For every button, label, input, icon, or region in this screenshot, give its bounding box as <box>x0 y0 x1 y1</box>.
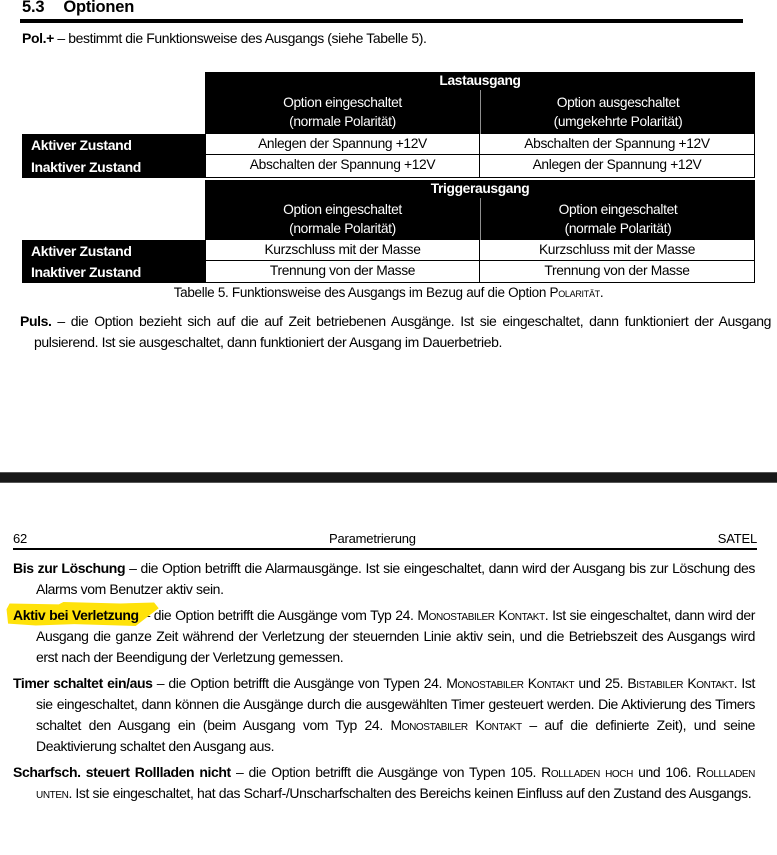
col-header-line: Option ausgeschaltet <box>556 95 680 110</box>
option-name-scharfsch: Scharfsch. steuert Rollladen nicht <box>13 764 231 780</box>
table-row-header: Inaktiver Zustand <box>22 155 205 178</box>
paragraph-scharfsch-rollladen <box>13 762 755 804</box>
paragraph-timer-schaltet <box>13 673 755 757</box>
table-col-header <box>480 90 755 134</box>
option-name-timer: Timer schaltet ein/aus <box>13 675 153 691</box>
table-blank-cell <box>22 180 205 240</box>
output-type-name: Monostabiler Kontakt <box>446 675 575 691</box>
col-header-line: (normale Polarität) <box>564 221 672 236</box>
paragraph-text: – die Option betrifft die Alarmausgänge. Ist sie eingeschaltet, dann wird der Ausgang bis zur Löschung des Alarms vom Benutzer aktiv sein. <box>36 560 755 597</box>
paragraph-aktiv-bei-verletzung <box>13 605 755 668</box>
output-type-name: Rollladen hoch <box>541 764 633 780</box>
table-cell: Anlegen der Spannung +12V <box>480 155 755 178</box>
table-section-header: Triggerausgang <box>205 180 755 198</box>
table-5 <box>22 72 755 283</box>
table-cell: Trennung von der Masse <box>205 261 480 283</box>
table-cell: Kurzschluss mit der Masse <box>205 240 480 261</box>
table-section-triggerausgang <box>22 180 755 283</box>
caption-text: Tabelle 5. Funktionsweise des Ausgangs im Bezug auf die Option <box>173 285 550 300</box>
col-header-line: (umgekehrte Polarität) <box>553 114 683 129</box>
page-number: 62 <box>13 531 28 546</box>
caption-period: . <box>599 285 604 300</box>
col-header-line: Option eingeschaltet <box>283 95 402 110</box>
table-cell: Abschalten der Spannung +12V <box>480 134 755 155</box>
paragraph-text: . Ist sie eingeschaltet, hat das Scharf-/Unscharfschalten des Bereichs keinen Einfluss auf den Zustand des Ausgangs. <box>68 785 752 801</box>
col-header-line: Option eingeschaltet <box>283 202 402 217</box>
brand-name: SATEL <box>717 531 757 546</box>
option-name-puls: Puls. <box>20 313 52 329</box>
paragraph-text: . Ist sie eingeschaltet, dann können die Ausgänge durch die ausgewählten Timer gesteuert werden. Die Aktivierung des Timers schaltet den Ausgang ein (beim Ausgang vom Typ 24. <box>36 675 755 733</box>
highlight-annotation: Aktiv bei Verletzung <box>13 607 139 623</box>
table-section-header: Lastausgang <box>205 72 755 90</box>
col-header-line: (normale Polarität) <box>289 221 396 236</box>
paragraph-text: – die Option betrifft die Ausgänge vom Typ 24. <box>138 607 418 623</box>
paragraph-bis-zur-loeschung <box>13 558 755 600</box>
table-row-header: Aktiver Zustand <box>22 240 205 261</box>
section-heading <box>22 0 134 17</box>
paragraph-text: – die Option betrifft die Ausgänge von Typen 24. <box>152 675 447 691</box>
paragraph-text: und 106. <box>632 764 697 780</box>
col-header-line: Option eingeschaltet <box>558 202 678 217</box>
paragraph-text: . Ist sie eingeschaltet, dann wird der Ausgang die ganze Zeit während der Verletzung der steuernden Linie aktiv sein, und die Betriebszeit des Ausgangs wird erst nach der Beendigung der Verletzung gemessen. <box>36 607 755 665</box>
running-header-row <box>13 527 757 550</box>
paragraph-text: – die Option betrifft die Ausgänge von Typen 105. <box>230 764 542 780</box>
table-blank-cell <box>22 72 205 134</box>
table-row-header: Inaktiver Zustand <box>22 261 205 283</box>
paragraph-puls-text: – die Option bezieht sich auf die auf Zeit betriebenen Ausgänge. Ist sie eingeschaltet, dann funktioniert der Ausgang pulsierend. Ist sie ausgeschaltet, dann funktioniert der Ausgang im Dauerbetrieb. <box>34 313 771 350</box>
chapter-title: Parametrierung <box>329 531 416 546</box>
table-cell: Trennung von der Masse <box>480 261 755 283</box>
output-type-name: Monostabiler Kontakt <box>417 607 545 623</box>
page2-body <box>13 558 755 809</box>
col-header-line: (normale Polarität) <box>289 114 396 129</box>
paragraph-pol-text: – bestimmt die Funktionsweise des Ausgangs (siehe Tabelle 5). <box>53 30 427 46</box>
table-col-header <box>205 90 480 134</box>
caption-smallcaps: Polarität <box>549 285 600 300</box>
option-name-pol: Pol.+ <box>22 30 54 46</box>
table-col-header <box>205 198 480 240</box>
paragraph-text: – auf die definierte Zeit), und seine Deaktivierung schaltet den Ausgang aus. <box>36 717 756 754</box>
table-cell: Kurzschluss mit der Masse <box>480 240 755 261</box>
heading-rule <box>20 19 743 23</box>
section-title: Optionen <box>63 0 135 16</box>
table-caption <box>0 285 777 300</box>
output-type-name: Rollladen unten <box>36 764 755 801</box>
section-number: 5.3 <box>22 0 45 16</box>
table-section-lastausgang <box>22 72 755 178</box>
paragraph-puls <box>20 311 771 353</box>
output-type-name: Monostabiler Kontakt <box>390 717 522 733</box>
table-row-header: Aktiver Zustand <box>22 134 205 155</box>
table-cell: Abschalten der Spannung +12V <box>205 155 480 178</box>
page-separator <box>0 472 777 483</box>
table-cell: Anlegen der Spannung +12V <box>205 134 480 155</box>
output-type-name: Bistabiler Kontakt <box>627 675 734 691</box>
option-name-bis: Bis zur Löschung <box>13 560 126 576</box>
paragraph-pol <box>22 30 757 46</box>
table-col-header <box>480 198 755 240</box>
paragraph-text: und 25. <box>574 675 628 691</box>
